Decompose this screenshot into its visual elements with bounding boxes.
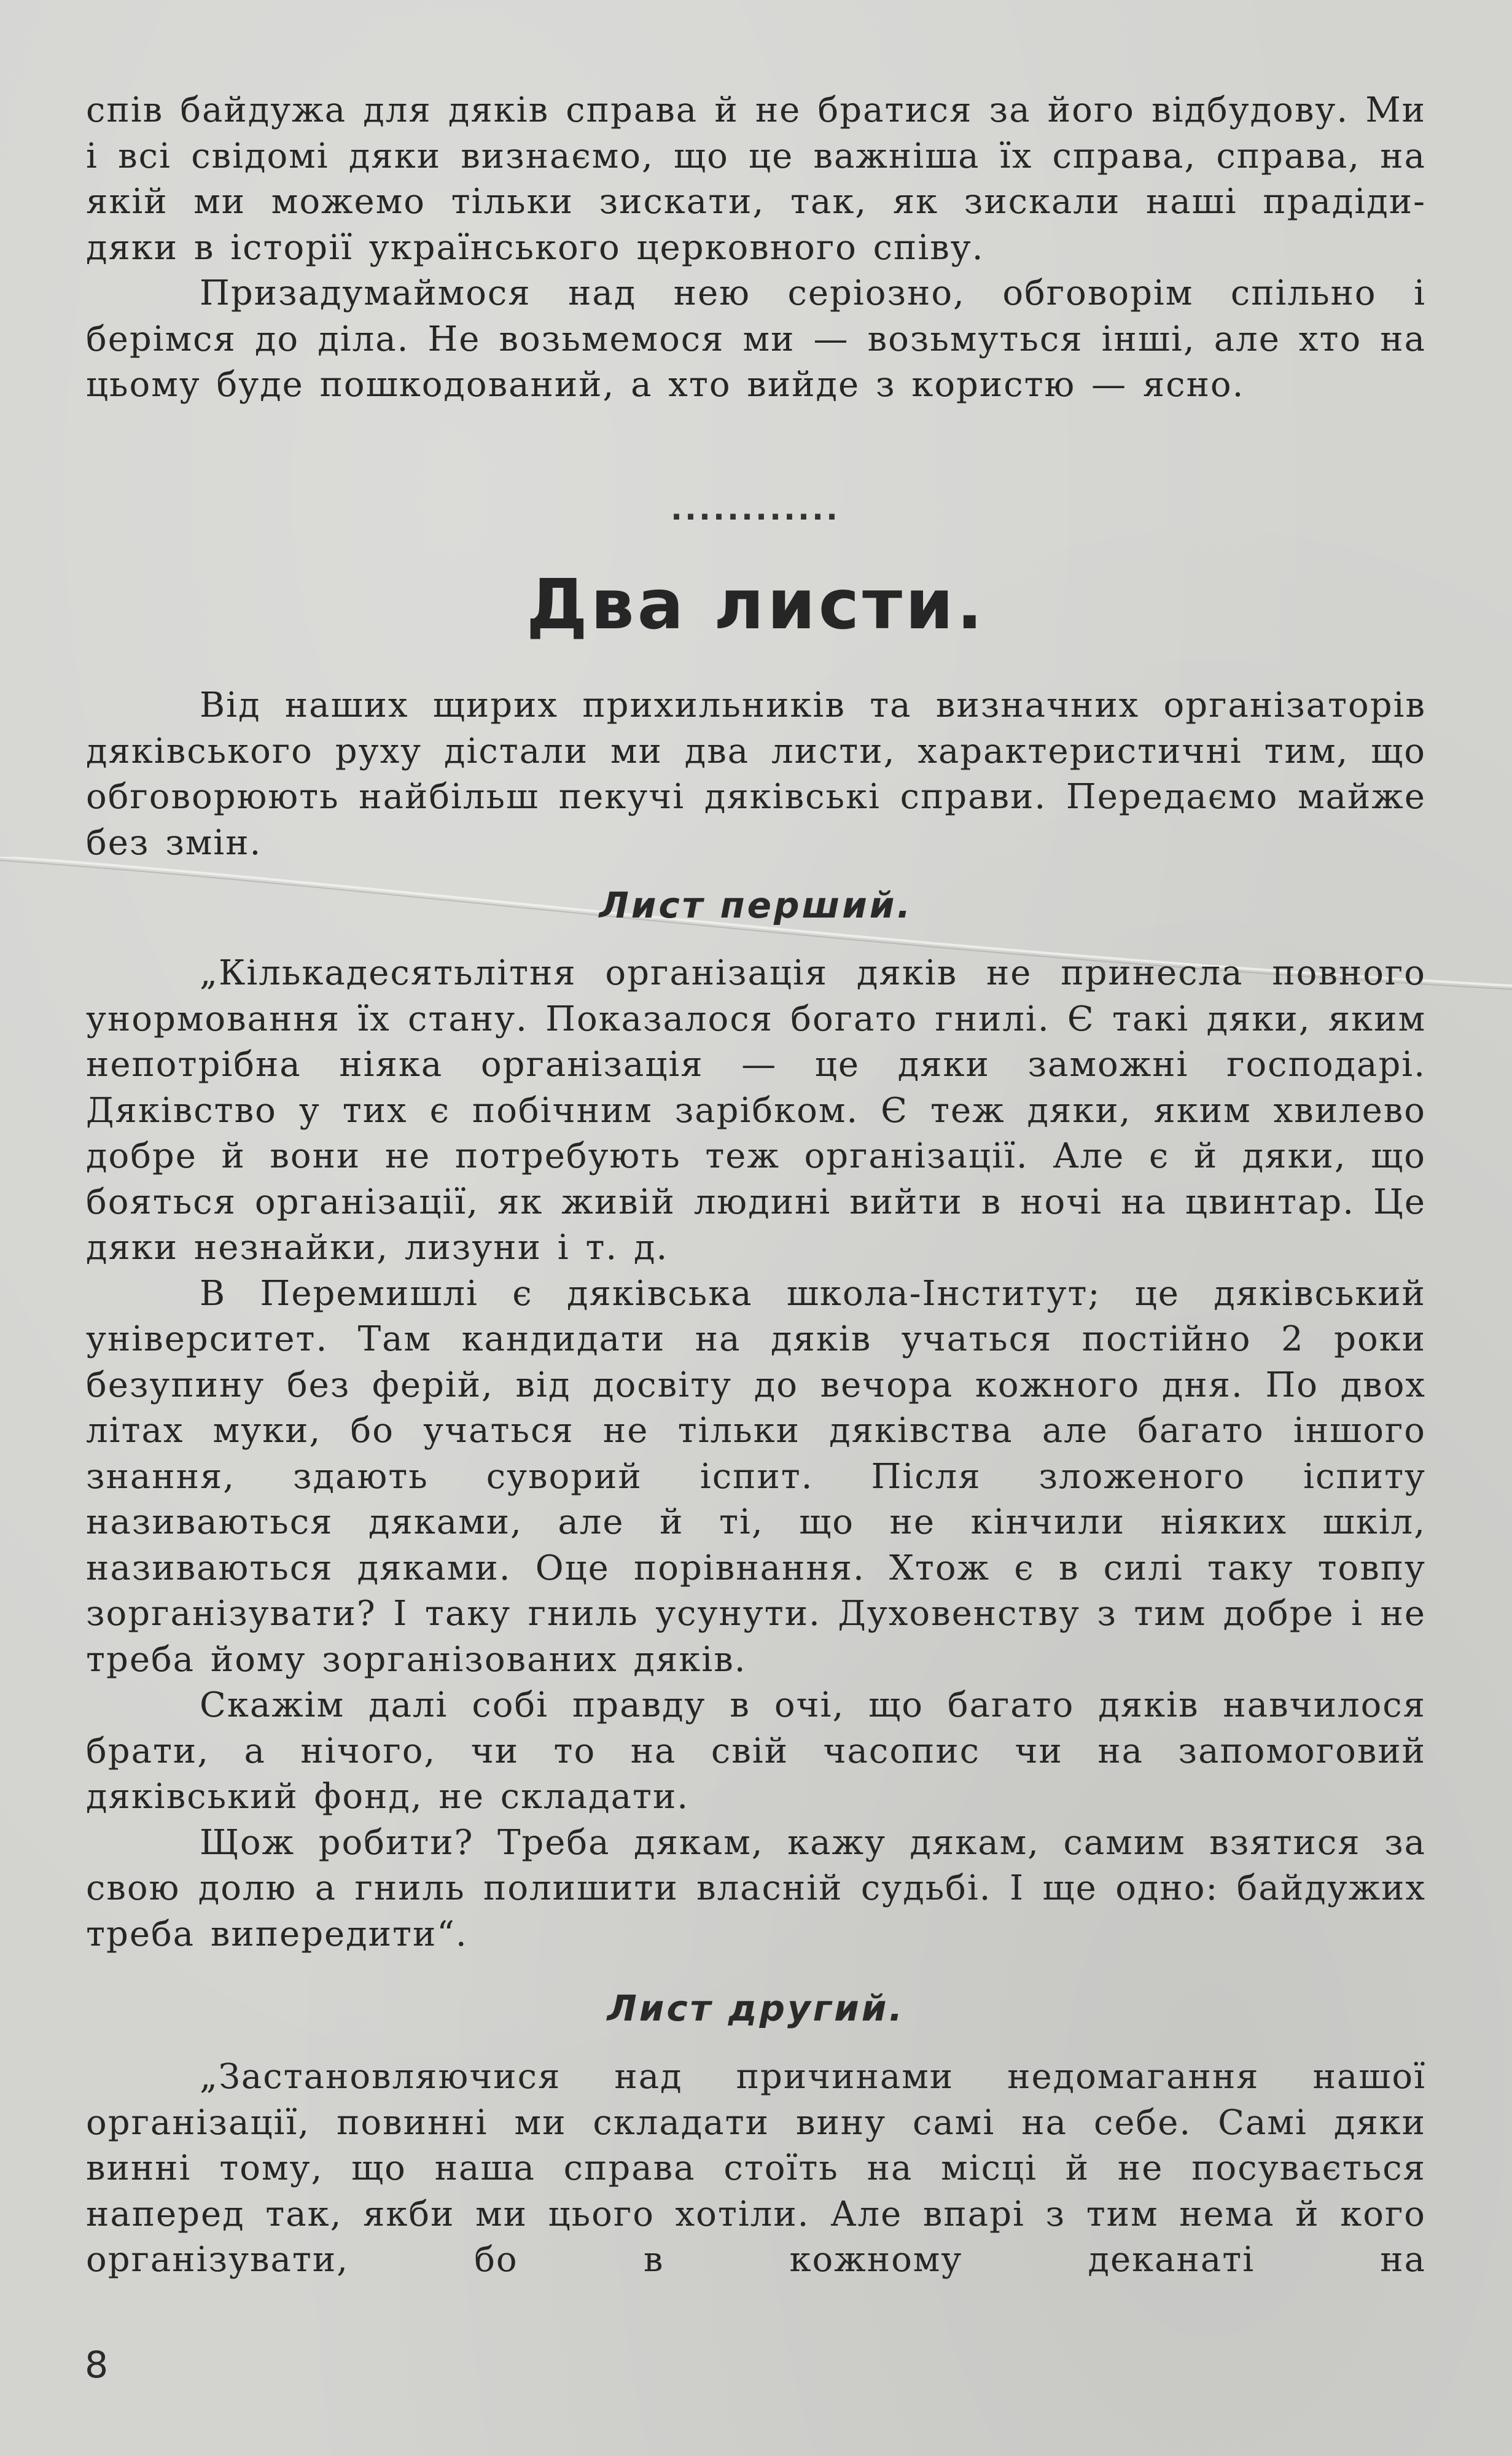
intro-paragraph: Призадумаймося над нею серіозно, обговорім спільно і берімся до діла. Не возьмемося ми — возьмуться інші, але хто на цьому буде пошкодований, а хто вийде з користю — ясно. (86, 273, 1426, 405)
intro-paragraph: спів байдужа для дяків справа й не братися за його відбудову. Ми і всі свідомі дяки визнаємо, що це важніша їх справа, справа, на якій ми можемо тільки зискати, так, як зискали наші прадіди-дяки в історії українського церковного співу. (86, 90, 1426, 268)
letter-two-paragraph: „Застановляючися над причинами недомагання нашої організації, повинні ми складати вину самі на себе. Самі дяки винні тому, що наша справа стоїть на місці й не посувається наперед так, якби ми цього хотіли. Але впарі з тим нема й кого організувати, бо в кожному деканаті на (86, 2057, 1426, 2280)
letter-two-body (86, 2054, 1426, 2283)
letter-one-paragraph: Скажім далі собі правду в очі, що багато дяків навчилося брати, а нічого, чи то на свій часопис чи на запомоговий дяківський фонд, не складати. (86, 1685, 1426, 1817)
intro-section (86, 88, 1426, 408)
article-intro-section (86, 683, 1426, 866)
article-intro-paragraph: Від наших щирих прихильників та визначних організаторів дяківського руху дістали ми два листи, характеристичні тим, що обговорюють найбільш пекучі дяківські справи. Передаємо майже без змін. (86, 685, 1426, 863)
section-separator: ............ (671, 491, 840, 527)
page-number: 8 (85, 2344, 109, 2387)
letter-one-paragraph: В Перемишлі є дяківська школа-Інститут; це дяківський університет. Там кандидати на дяків учаться постійно 2 роки безупину без ферій, від досвіту до вечора кожного дня. По двох літах муки, бо учаться не тільки дяківства але багато іншого знання, здають суворий іспит. Після зложеного іспиту називаються дяками, але й ті, що не кінчили ніяких шкіл, називаються дяками. Оце порівнання. Хтож є в силі таку товпу зорганізувати? І таку гниль усунути. Духовенству з тим добре і не треба йому зорганізованих дяків. (86, 1273, 1426, 1680)
letter-one-paragraph: Щож робити? Треба дякам, кажу дякам, самим взятися за свою долю а гниль полишити власній судьбі. І ще одно: байдужих треба випередити“. (86, 1822, 1426, 1954)
letter-one-heading: Лист перший. (599, 884, 913, 926)
letter-two-heading: Лист другий. (607, 1987, 905, 2029)
article-title: Два листи. (526, 565, 986, 645)
letter-one-body (86, 951, 1426, 1957)
letter-one-paragraph: „Кількадесятьлітня організація дяків не принесла повного унормовання їх стану. Показалося богато гнилі. Є такі дяки, яким непотрібна ніяка організація — це дяки заможні господарі. Дяківство у тих є побічним зарібком. Є теж дяки, яким хвилево добре й вони не потребують теж організації. Але є й дяки, що бояться організації, як живій людині вийти в ночі на цвинтар. Це дяки незнайки, лизуни і т. д. (86, 953, 1426, 1268)
